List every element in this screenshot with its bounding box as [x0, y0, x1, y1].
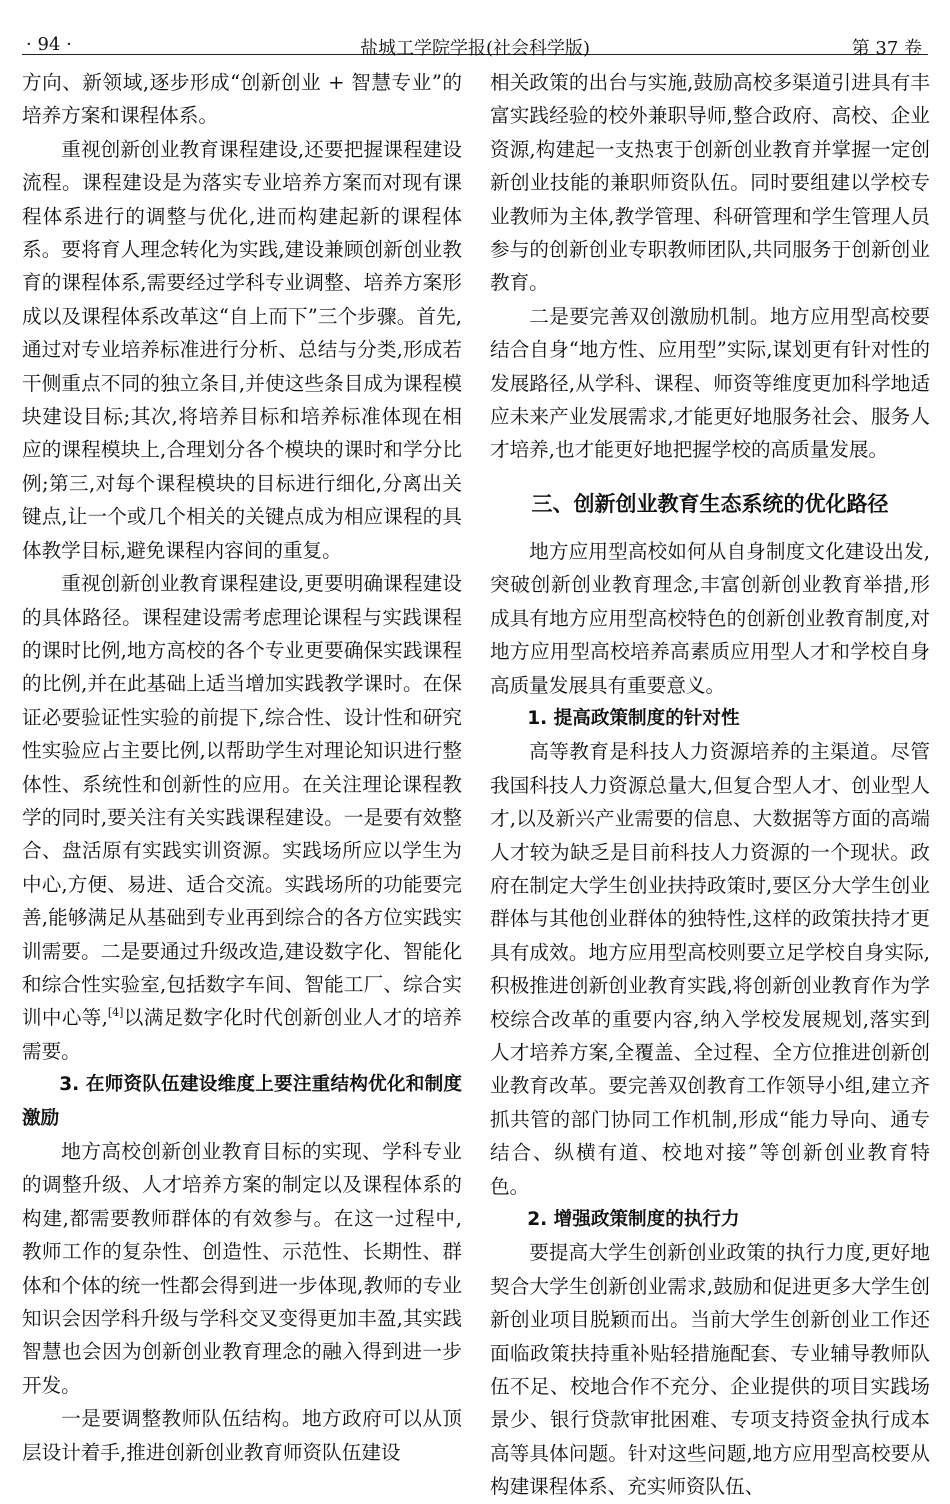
right-column [490, 66, 930, 1504]
section-title: 三、创新创业教育生态系统的优化路径 [531, 491, 889, 516]
subsection-heading: 2. 增强政策制度的执行力 [527, 1209, 740, 1230]
paragraph: 地方高校创新创业教育目标的实现、学科专业的调整升级、人才培养方案的制定以及课程体系的构建,都需要教师群体的有效参与。在这一过程中,教师工作的复杂性、创造性、示范性、长期性、群体和个体的统一性都会得到进一步体现,教师的专业知识会因学科升级与学科交叉变得更加丰盈,其实践智慧也会因为创新创业教育理念的融入得到进一步开发。 [22, 1140, 462, 1397]
paragraph: 相关政策的出台与实施,鼓励高校多渠道引进具有丰富实践经验的校外兼职导师,整合政府、高校、企业资源,构建起一支热衷于创新创业教育并掌握一定创新创业技能的兼职师资队伍。同时要组建以学校专业教师为主体,教学管理、科研管理和学生管理人员参与的创新创业专职教师团队,共同服务于创新创业教育。 [490, 71, 930, 295]
paragraph: 要提高大学生创新创业政策的执行力度,更好地契合大学生创新创业需求,鼓励和促进更多大学生创新创业项目脱颖而出。当前大学生创新创业工作还面临政策扶持重补贴轻措施配套、专业辅导教师队伍不足、校地合作不充分、企业提供的项目实践场景少、银行贷款审批困难、专项支持资金执行成本高等具体问题。针对这些问题,地方应用型高校要从构建课程体系、充实师资队伍、 [490, 1241, 930, 1499]
paragraph: 高等教育是科技人力资源培养的主渠道。尽管我国科技人力资源总量大,但复合型人才、创业型人才,以及新兴产业需要的信息、大数据等方面的高端人才较为缺乏是目前科技人力资源的一个现状。政府在制定大学生创业扶持政策时,要区分大学生创业群体与其他创业群体的独特性,这样的政策扶持才更具有成效。地方应用型高校则要立足学校自身实际,积极推进创新创业教育实践,将创新创业教育作为学校综合改革的重要内容,纳入学校发展规划,落实到人才培养方案,全覆盖、全过程、全方位推进创新创业教育改革。要完善双创教育工作领导小组,建立齐抓共管的部门协同工作机制,形成“能力导向、通专结合、纵横有道、校地对接”等创新创业教育特色。 [490, 740, 930, 1198]
paragraph [22, 567, 462, 1068]
page-header [22, 14, 928, 59]
volume-number: 第 37 卷 [851, 38, 922, 59]
paragraph: 一是要调整教师队伍结构。地方政府可以从顶层设计着手,推进创新创业教育师资队伍建设 [22, 1407, 462, 1464]
paragraph: 方向、新领域,逐步形成“创新创业 + 智慧专业”的培养方案和课程体系。 [22, 71, 462, 128]
subsection-heading: 3. 在师资队伍建设维度上要注重结构优化和制度激励 [22, 1074, 462, 1129]
citation-reference: [4] [107, 1006, 124, 1020]
paragraph: 地方应用型高校如何从自身制度文化建设出发,突破创新创业教育理念,丰富创新创业教育举措,形成具有地方应用型高校特色的创新创业教育制度,对地方应用型高校培养高素质应用型人才和学校自身高质量发展具有重要意义。 [490, 539, 930, 697]
paragraph-text: 重视创新创业教育课程建设,更要明确课程建设的具体路径。课程建设需考虑理论课程与实践课程的课时比例,地方高校的各个专业更要确保实践课程的比例,并在此基础上适当增加实践教学课时。在保证必要验证性实验的前提下,综合性、设计性和研究性实验应占主要比例,以帮助学生对理论知识进行整体性、系统性和创新性的应用。在关注理论课程教学的同时,要关注有关实践课程建设。一是要有效整合、盘活原有实践实训资源。实践场所应以学生为中心,方便、易进、适合交流。实践场所的功能要完善,能够满足从基础到专业再到综合的各方位实践实训需要。二是要通过升级改造,建设数字化、智能化和综合性实验室,包括数字车间、智能工厂、综合实训中心等, [22, 572, 462, 1030]
paragraph-text: 以满足数字化时代创新创业人才的培养需要。 [22, 1006, 463, 1063]
journal-title: 盐城工学院学报(社会科学版) [359, 38, 591, 59]
page-number: · 94 · [26, 34, 72, 55]
left-column [22, 66, 462, 1469]
subsection-heading: 1. 提高政策制度的针对性 [527, 707, 740, 729]
paragraph: 二是要完善双创激励机制。地方应用型高校要结合自身“地方性、应用型”实际,谋划更有针对性的发展路径,从学科、课程、师资等维度更加科学地适应未来产业发展需求,才能更好地服务社会、服务人才培养,也才能更好地把握学校的高质量发展。 [490, 304, 930, 462]
paragraph: 重视创新创业教育课程建设,还要把握课程建设流程。课程建设是为落实专业培养方案而对现有课程体系进行的调整与优化,进而构建起新的课程体系。要将育人理念转化为实践,建设兼顾创新创业教育的课程体系,需要经过学科专业调整、培养方案形成以及课程体系改革这“自上而下”三个步骤。首先,通过对专业培养标准进行分析、总结与分类,形成若干侧重点不同的独立条目,并使这些条目成为课程模块建设目标;其次,将培养目标和培养标准体现在相应的课程模块上,合理划分各个模块的课时和学分比例;第三,对每个课程模块的目标进行细化,分离出关键点,让一个或几个相关的关键点成为相应课程的具体教学目标,避免课程内容间的重复。 [22, 137, 462, 562]
